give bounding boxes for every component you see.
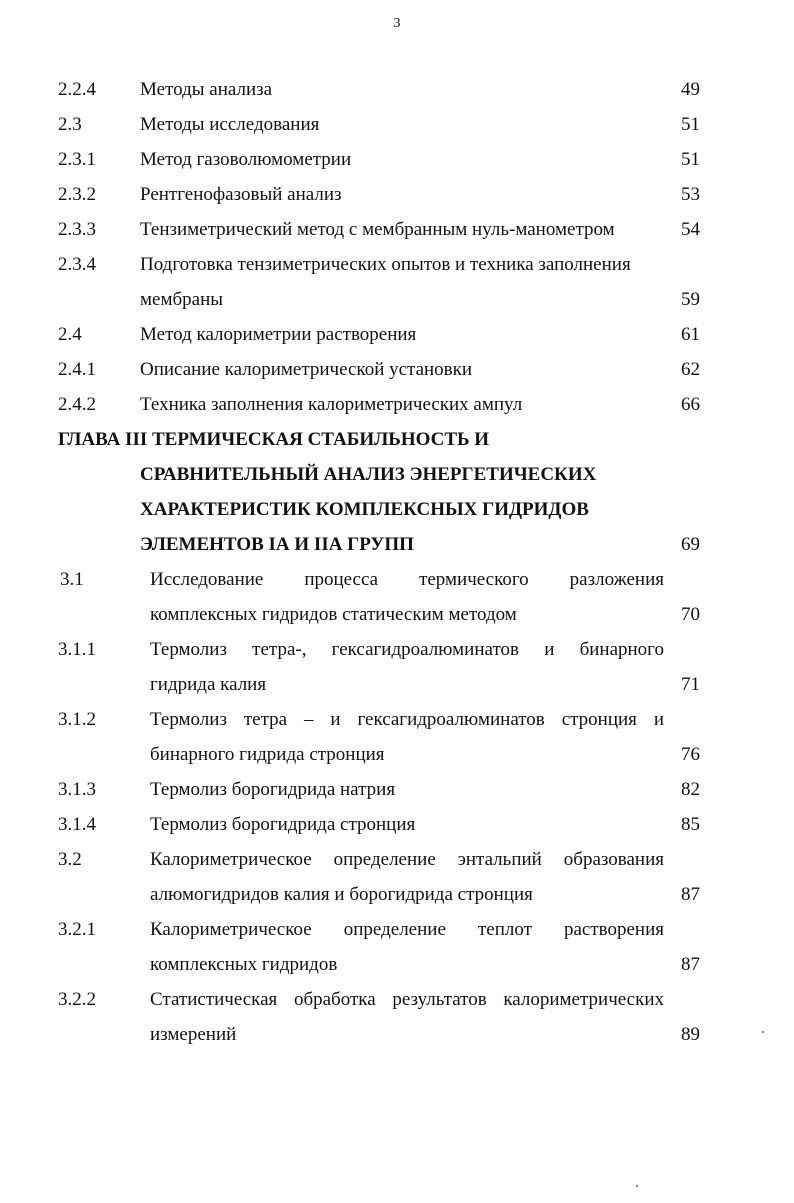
toc-entry-title: Калориметрическое определение теплот растворения bbox=[150, 919, 664, 940]
toc-entry-page: 89 bbox=[681, 1024, 700, 1045]
chapter-heading-line: ГЛАВА III ТЕРМИЧЕСКАЯ СТАБИЛЬНОСТЬ И bbox=[58, 429, 490, 450]
toc-entry-page: 87 bbox=[681, 954, 700, 975]
toc-entry-title: Статистическая обработка результатов калориметрических bbox=[150, 989, 664, 1010]
chapter-heading-line: ХАРАКТЕРИСТИК КОМПЛЕКСНЫХ ГИДРИДОВ bbox=[140, 499, 589, 520]
toc-entry-page: 76 bbox=[681, 744, 700, 765]
toc-entry-number: 2.3.3 bbox=[58, 219, 96, 240]
toc-entry-number: 3.1.2 bbox=[58, 709, 96, 730]
toc-entry-title: Описание калориметрической установки bbox=[140, 359, 473, 380]
toc-entry-page: 69 bbox=[681, 534, 700, 555]
toc-entry-title: Исследование процесса термического разложения bbox=[150, 569, 664, 590]
toc-entry-page: 49 bbox=[681, 79, 700, 100]
scan-speck bbox=[636, 1185, 638, 1187]
toc-entry-title-continued: комплексных гидридов bbox=[150, 954, 338, 975]
toc-entry-title: Тензиметрический метод с мембранным нуль-манометром bbox=[140, 219, 615, 240]
toc-entry-title: Подготовка тензиметрических опытов и техника заполнения bbox=[140, 254, 631, 275]
toc-entry-number: 3.1.4 bbox=[58, 814, 96, 835]
toc-entry-number: 2.3 bbox=[58, 114, 82, 135]
toc-entry-title-continued: алюмогидридов калия и борогидрида стронция bbox=[150, 884, 533, 905]
toc-entry-page: 51 bbox=[681, 114, 700, 135]
toc-entry-number: 3.1.1 bbox=[58, 639, 96, 660]
toc-entry-title-continued: комплексных гидридов статическим методом bbox=[150, 604, 517, 625]
toc-entry-number: 2.2.4 bbox=[58, 79, 96, 100]
toc-entry-page: 87 bbox=[681, 884, 700, 905]
table-of-contents bbox=[0, 72, 794, 1072]
page-number: 3 bbox=[393, 16, 401, 31]
toc-entry-page: 53 bbox=[681, 184, 700, 205]
toc-entry-page: 54 bbox=[681, 219, 700, 240]
toc-entry-title: Техника заполнения калориметрических ампул bbox=[140, 394, 523, 415]
toc-entry-number: 2.3.1 bbox=[58, 149, 96, 170]
toc-entry-title: Калориметрическое определение энтальпий образования bbox=[150, 849, 664, 870]
toc-entry-number: 3.2 bbox=[58, 849, 82, 870]
toc-entry-title: Методы анализа bbox=[140, 79, 273, 100]
toc-entry-title-continued: измерений bbox=[150, 1024, 237, 1045]
toc-entry-page: 85 bbox=[681, 814, 700, 835]
toc-entry-title: Рентгенофазовый анализ bbox=[140, 184, 342, 205]
toc-entry-number: 3.1.3 bbox=[58, 779, 96, 800]
toc-entry-number: 2.4.1 bbox=[58, 359, 96, 380]
chapter-heading-line: СРАВНИТЕЛЬНЫЙ АНАЛИЗ ЭНЕРГЕТИЧЕСКИХ bbox=[140, 464, 597, 485]
toc-entry-title: Метод газоволюмометрии bbox=[140, 149, 352, 170]
toc-entry-title: Метод калориметрии растворения bbox=[140, 324, 417, 345]
toc-entry-number: 3.2.2 bbox=[58, 989, 96, 1010]
toc-entry-number: 2.4.2 bbox=[58, 394, 96, 415]
toc-entry-page: 66 bbox=[681, 394, 700, 415]
toc-entry-number: 2.3.4 bbox=[58, 254, 96, 275]
toc-entry-title-continued: гидрида калия bbox=[150, 674, 267, 695]
toc-entry-title: Термолиз тетра – и гексагидроалюминатов стронция и bbox=[150, 709, 664, 730]
toc-entry-number: 3.1 bbox=[60, 569, 84, 590]
toc-entry-page: 70 bbox=[681, 604, 700, 625]
toc-entry-number: 2.3.2 bbox=[58, 184, 96, 205]
toc-entry-title-continued: мембраны bbox=[140, 289, 224, 310]
toc-entry-page: 71 bbox=[681, 674, 700, 695]
toc-entry-page: 59 bbox=[681, 289, 700, 310]
toc-entry-title: Термолиз тетра-, гексагидроалюминатов и бинарного bbox=[150, 639, 664, 660]
toc-entry-page: 82 bbox=[681, 779, 700, 800]
toc-entry-page: 62 bbox=[681, 359, 700, 380]
toc-entry-title: Методы исследования bbox=[140, 114, 320, 135]
toc-entry-title-continued: бинарного гидрида стронция bbox=[150, 744, 385, 765]
scan-speck bbox=[762, 1031, 764, 1033]
toc-entry-title: Термолиз борогидрида стронция bbox=[150, 814, 416, 835]
chapter-heading-line: ЭЛЕМЕНТОВ IА И IIА ГРУПП bbox=[140, 534, 414, 555]
toc-entry-page: 61 bbox=[681, 324, 700, 345]
toc-entry-number: 2.4 bbox=[58, 324, 82, 345]
toc-entry-number: 3.2.1 bbox=[58, 919, 96, 940]
toc-entry-title: Термолиз борогидрида натрия bbox=[150, 779, 396, 800]
toc-entry-page: 51 bbox=[681, 149, 700, 170]
